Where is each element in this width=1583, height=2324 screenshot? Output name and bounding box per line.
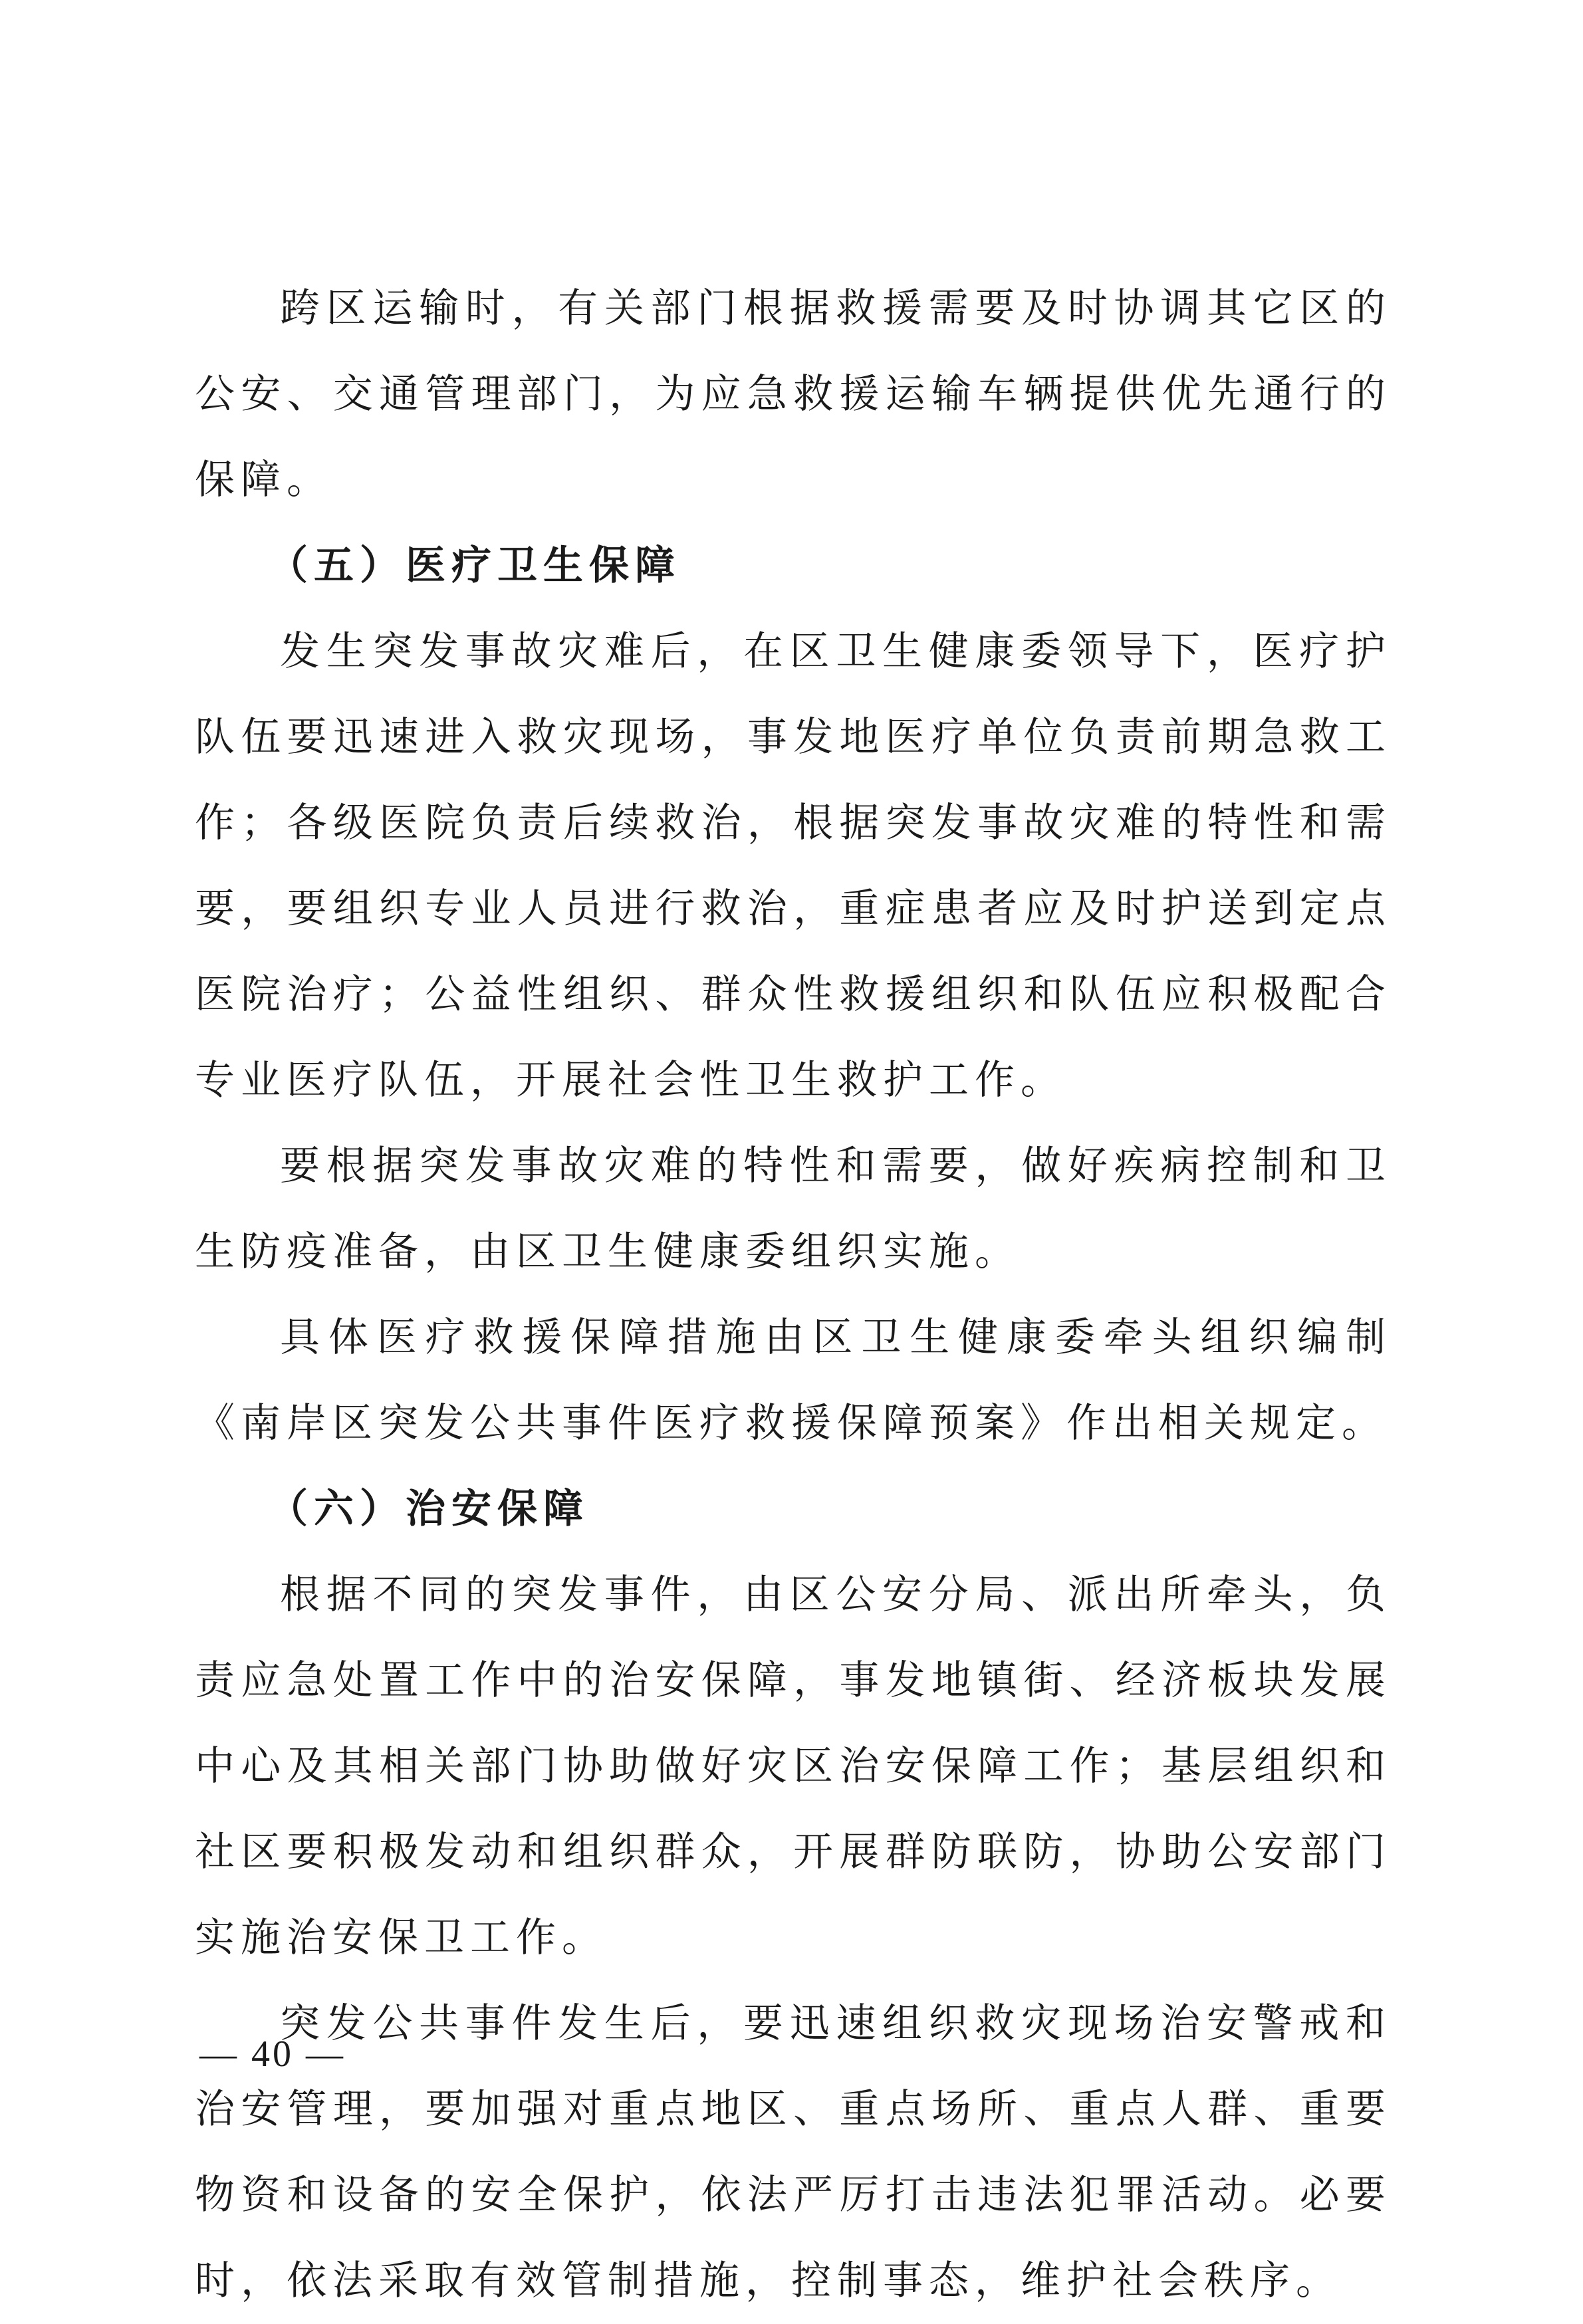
document-body	[195, 266, 1392, 2324]
paragraph-medical-plan: 具体医疗救援保障措施由区卫生健康委牵头组织编制《南岸区突发公共事件医疗救援保障预案》作出相关规定。	[195, 1314, 1392, 1447]
paragraph-security-response: 根据不同的突发事件，由区公安分局、派出所牵头，负责应急处置工作中的治安保障，事发地镇街、经济板块发展中心及其相关部门协助做好灾区治安保障工作；基层组织和社区要积极发动和组织群众，开展群防联防，协助公安部门实施治安保卫工作。	[195, 1571, 1392, 1961]
paragraph-public-order: 突发公共事件发生后，要迅速组织救灾现场治安警戒和治安管理，要加强对重点地区、重点场所、重点人群、重要物资和设备的安全保护，依法严厉打击违法犯罪活动。必要时，依法采取有效管制措施，控制事态，维护社会秩序。	[195, 2000, 1392, 2304]
section-heading-security: （六）治安保障	[268, 1486, 589, 1532]
paragraph-transport-cross-district: 跨区运输时，有关部门根据救援需要及时协调其它区的公安、交通管理部门，为应急救援运输车辆提供优先通行的保障。	[195, 285, 1392, 503]
paragraph-medical-response: 发生突发事故灾难后，在区卫生健康委领导下，医疗护队伍要迅速进入救灾现场，事发地医疗单位负责前期急救工作；各级医院负责后续救治，根据突发事故灾难的特性和需要，要组织专业人员进行救治，重症患者应及时护送到定点医院治疗；公益性组织、群众性救援组织和队伍应积极配合专业医疗队伍，开展社会性卫生救护工作。	[195, 628, 1392, 1104]
section-heading-medical: （五）医疗卫生保障	[268, 542, 681, 589]
page-number: — 40 —	[199, 2034, 346, 2075]
paragraph-disease-control: 要根据突发事故灾难的特性和需要，做好疾病控制和卫生防疫准备，由区卫生健康委组织实施。	[195, 1143, 1392, 1275]
